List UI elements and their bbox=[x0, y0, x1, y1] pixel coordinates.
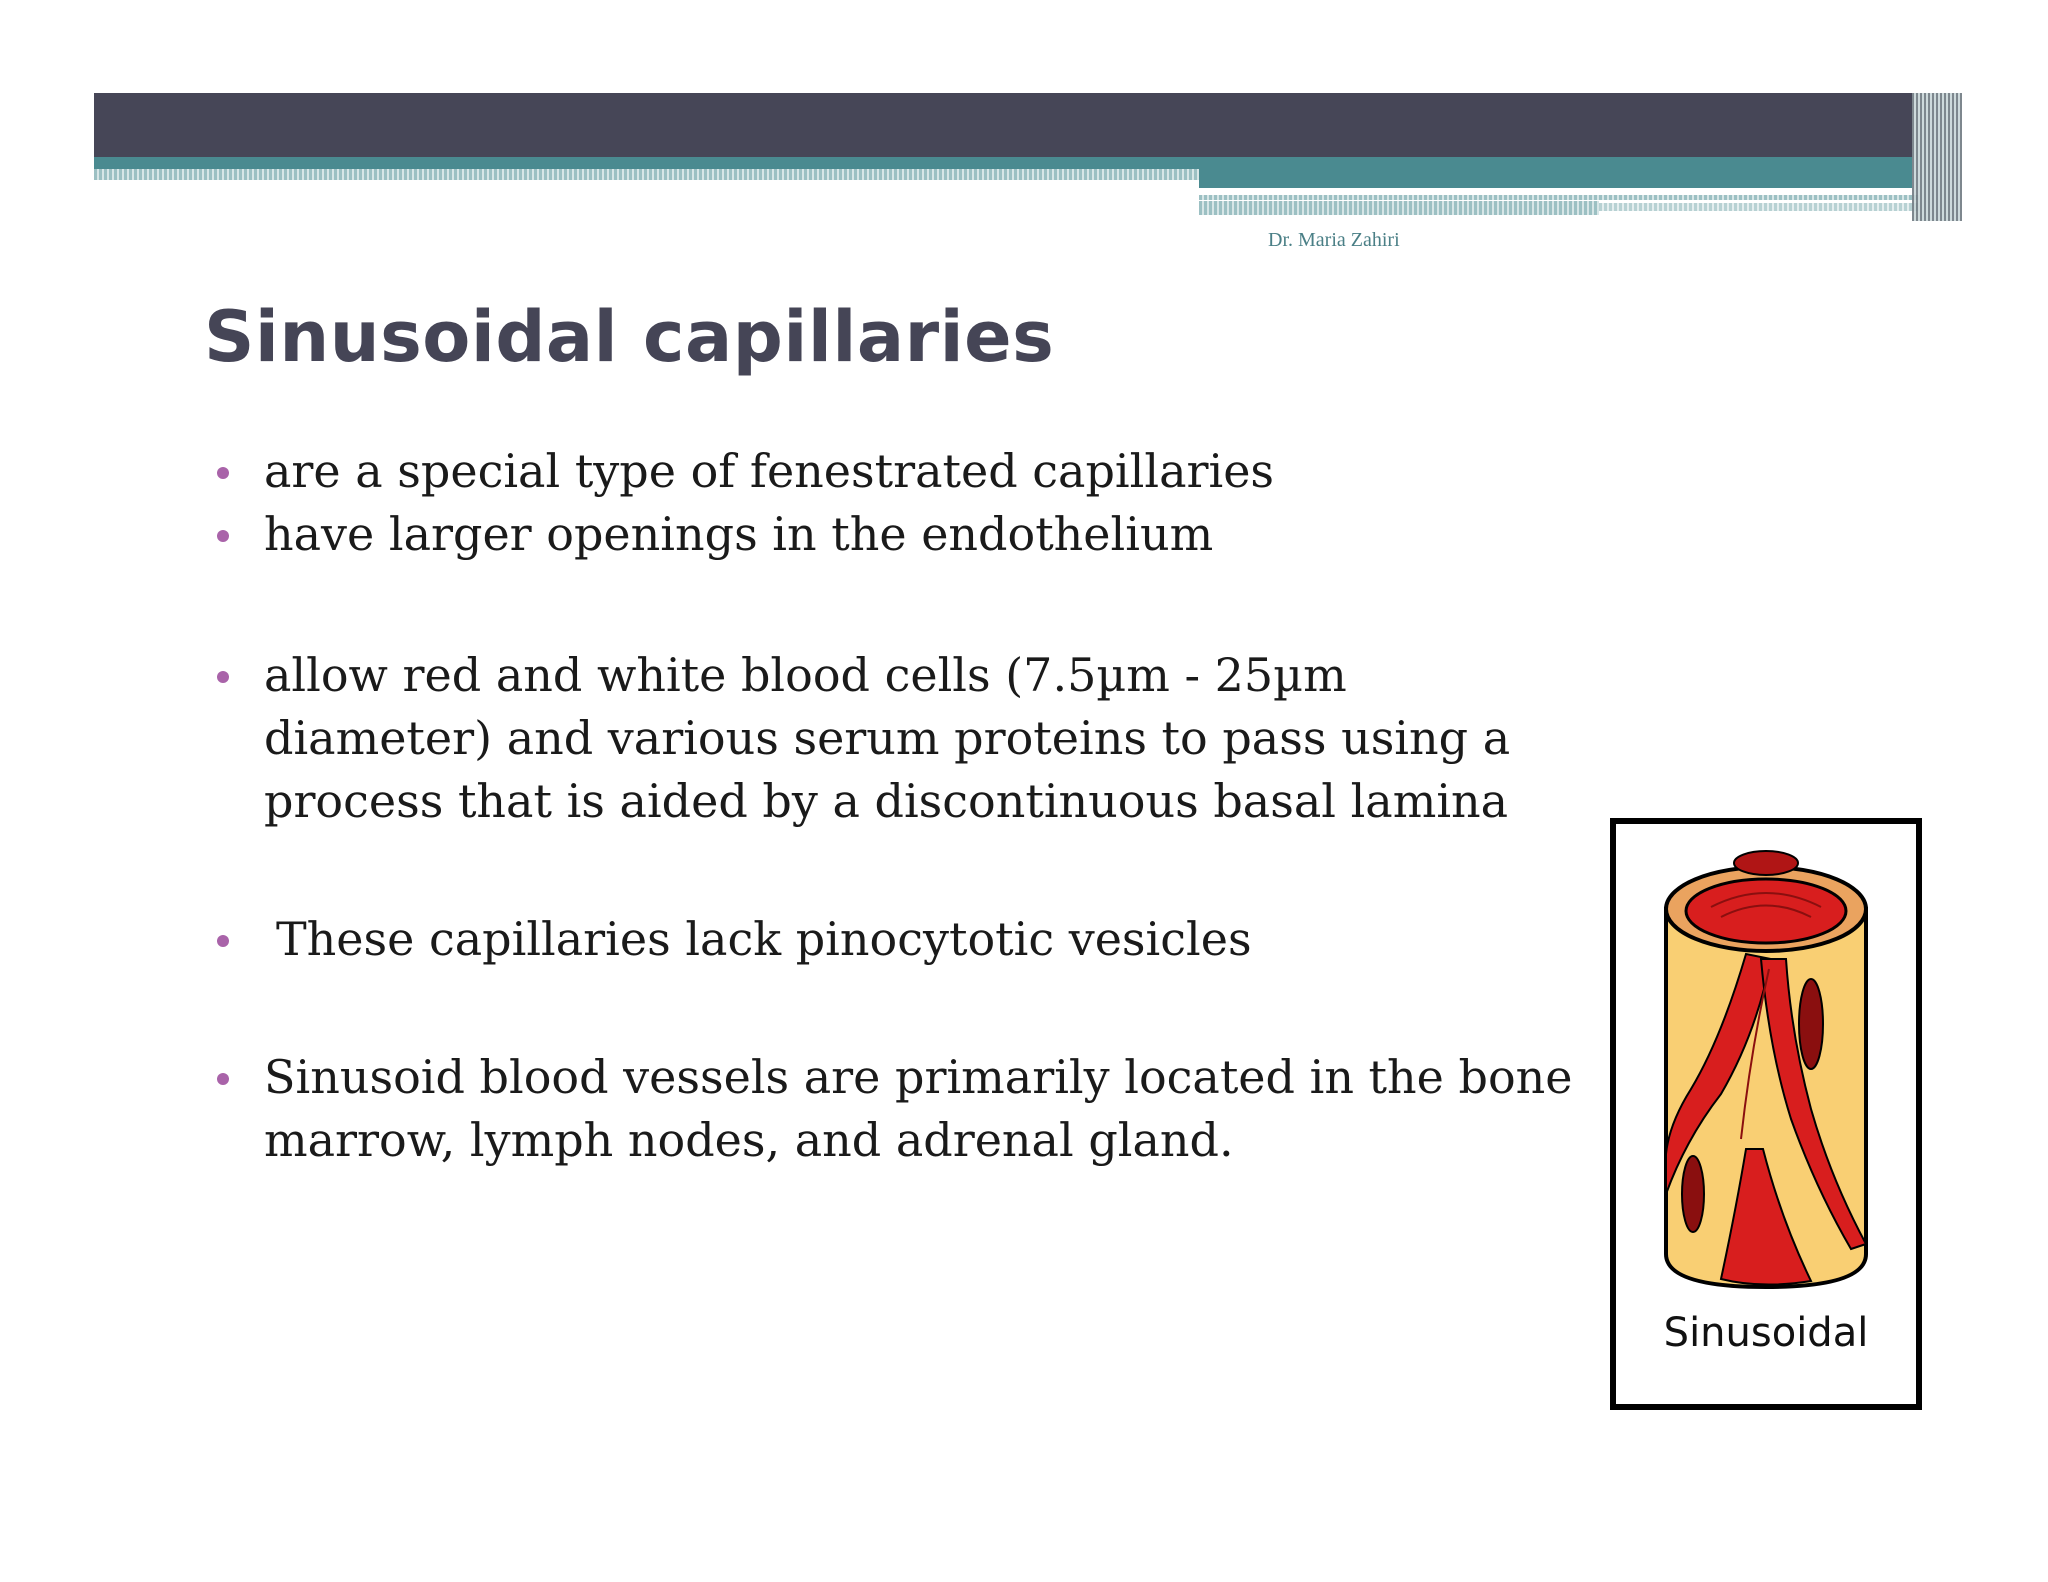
banner-teal-band-right bbox=[1199, 169, 1912, 188]
bullet-dot-icon bbox=[217, 530, 229, 542]
bullet-item bbox=[204, 908, 1584, 971]
bullet-text: allow red and white blood cells (7.5µm - 25µm diameter) and various serum proteins to pass using a process that is aided by a discontinuous basal lamina bbox=[264, 648, 1511, 828]
banner-end-pattern bbox=[1912, 93, 1962, 221]
bullet-dot-icon bbox=[217, 671, 229, 683]
banner-teal-band bbox=[94, 157, 1912, 169]
banner-stripe bbox=[94, 169, 1199, 180]
bullet-dot-icon bbox=[217, 1073, 229, 1085]
banner-stripe bbox=[1599, 203, 1919, 211]
author-credit: Dr. Maria Zahiri bbox=[1268, 229, 1400, 251]
bullet-text: are a special type of fenestrated capillaries bbox=[264, 444, 1275, 498]
bullet-item bbox=[204, 644, 1584, 833]
bullet-item bbox=[204, 440, 1584, 503]
slide-title: Sinusoidal capillaries bbox=[204, 296, 1055, 378]
bullet-item bbox=[204, 1046, 1584, 1172]
sinusoidal-capillary-illustration bbox=[1651, 849, 1881, 1309]
bullet-text: These capillaries lack pinocytotic vesicles bbox=[276, 912, 1252, 966]
bullet-item bbox=[204, 503, 1584, 566]
banner-stripe bbox=[1199, 201, 1599, 215]
bullet-dot-icon bbox=[217, 935, 229, 947]
bullet-text: Sinusoid blood vessels are primarily located in the bone marrow, lymph nodes, and adrenal gland. bbox=[264, 1050, 1573, 1167]
banner-stripe bbox=[1199, 195, 1919, 200]
sinusoidal-figure bbox=[1610, 818, 1922, 1410]
bullet-list bbox=[204, 440, 1584, 1172]
bullet-text: have larger openings in the endothelium bbox=[264, 507, 1214, 561]
header-banner bbox=[94, 93, 1962, 223]
banner-dark-band bbox=[94, 93, 1912, 157]
bullet-dot-icon bbox=[217, 467, 229, 479]
figure-caption: Sinusoidal bbox=[1663, 1310, 1869, 1356]
